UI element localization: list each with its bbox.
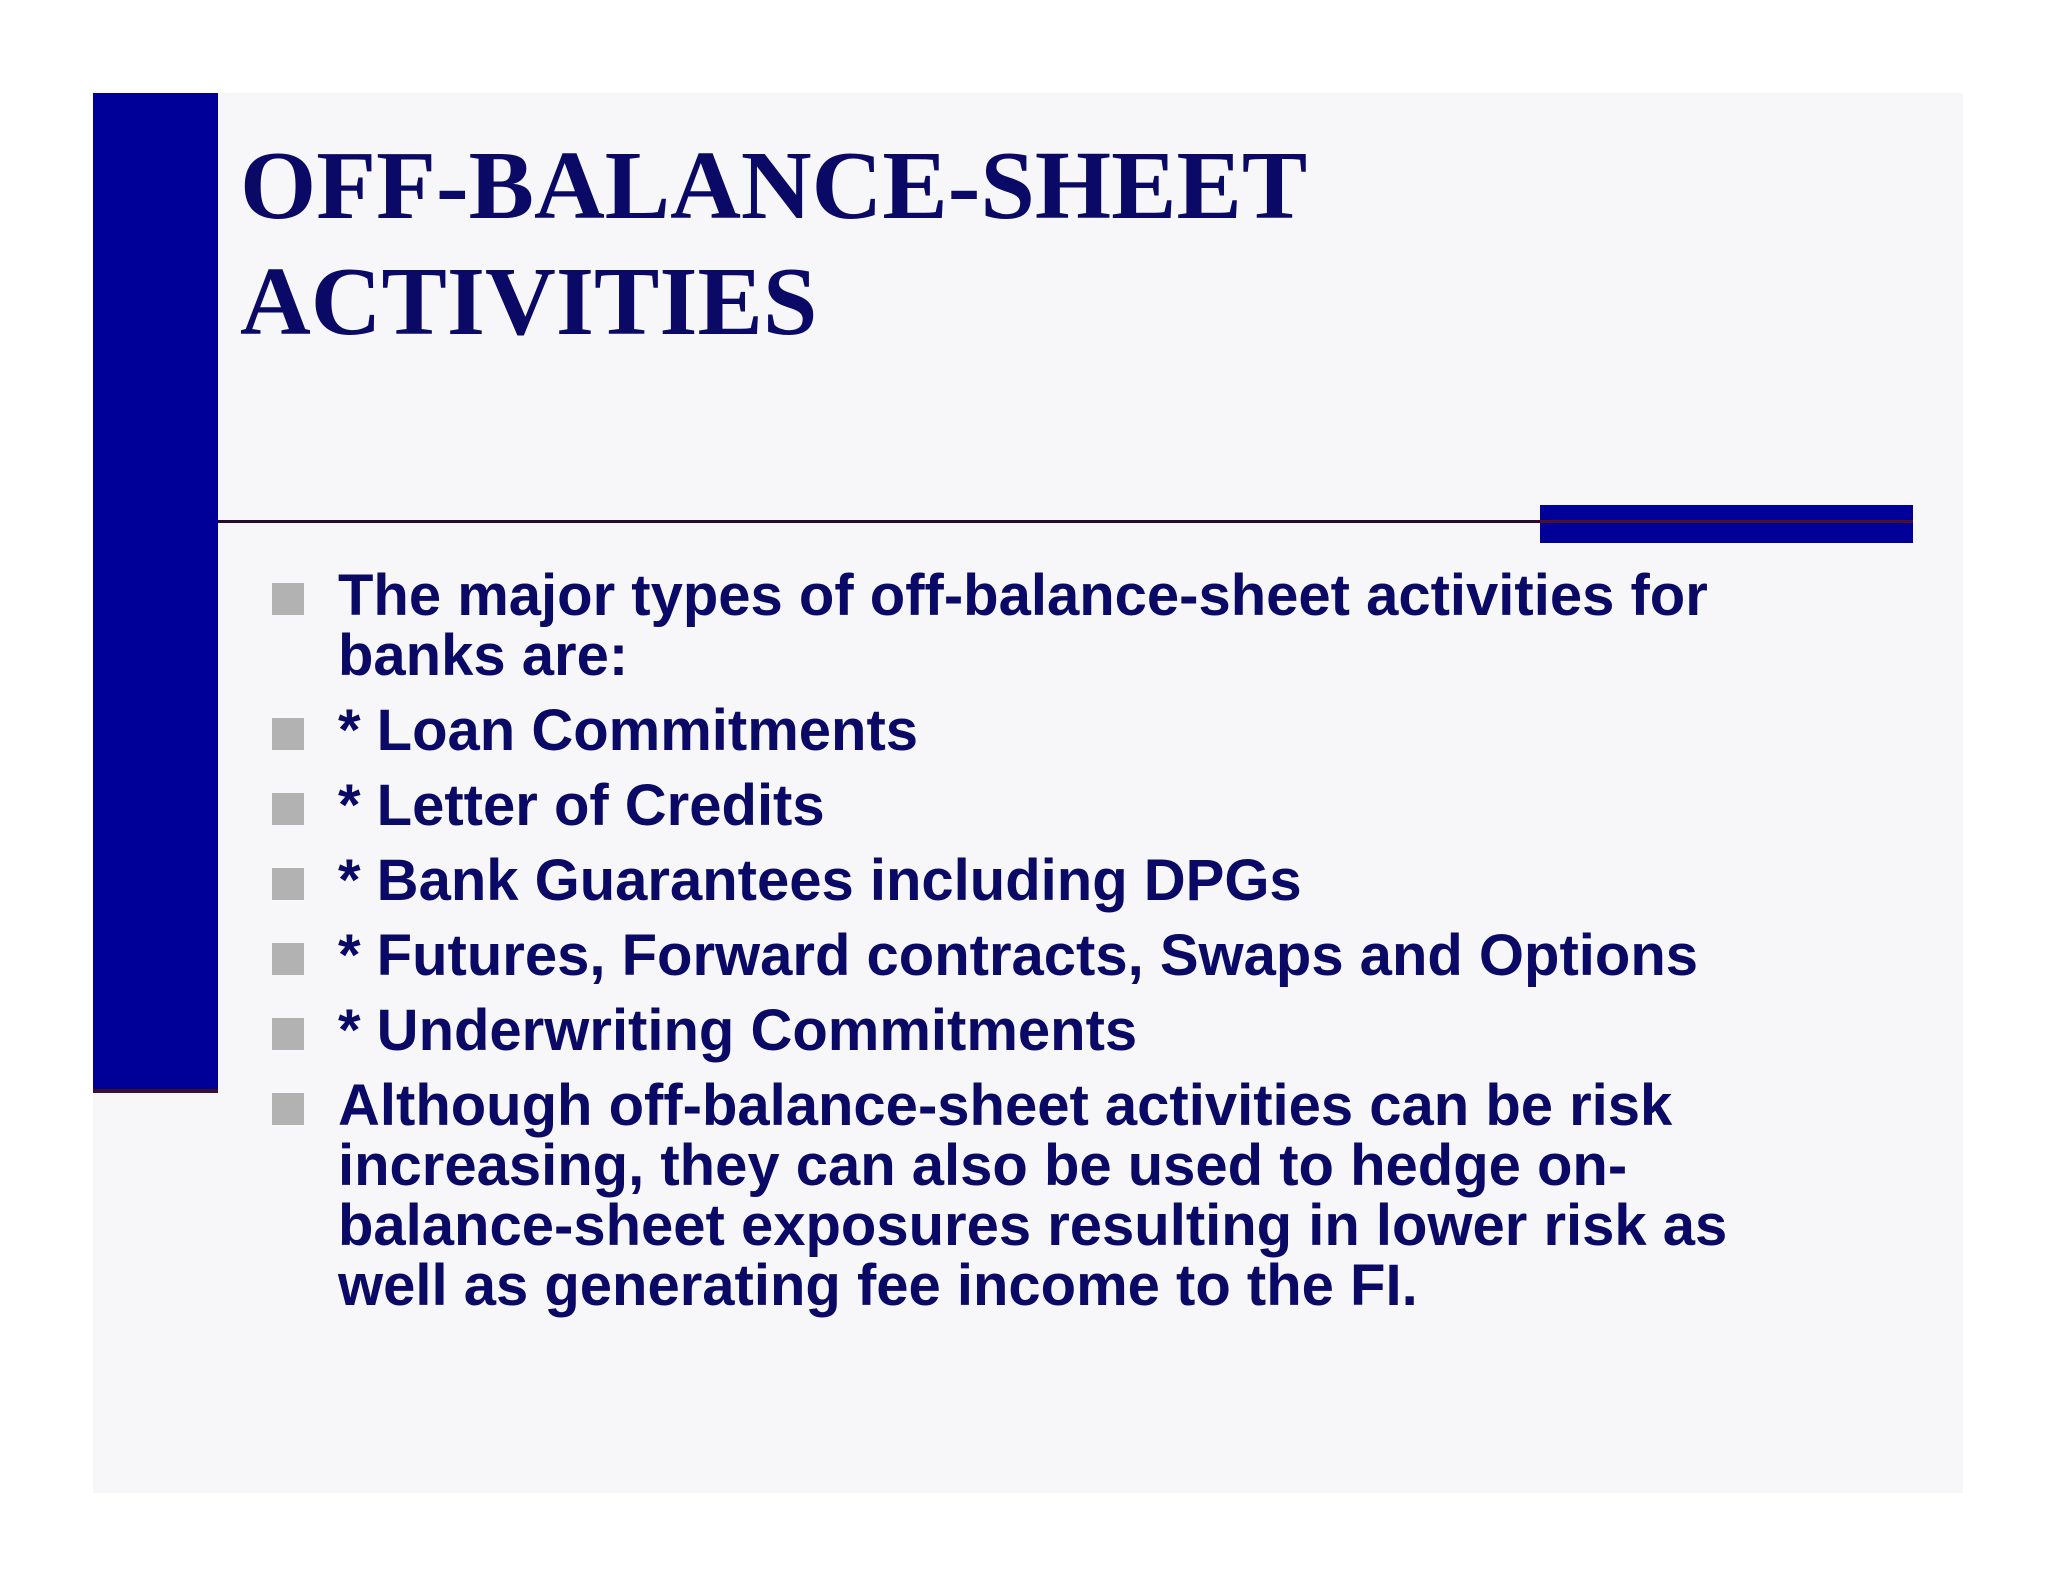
bullet-text-line: * Bank Guarantees including DPGs bbox=[338, 848, 1302, 913]
slide-title bbox=[240, 128, 1840, 360]
bullet-item bbox=[272, 848, 1872, 913]
square-bullet-icon bbox=[272, 868, 304, 900]
bullet-item bbox=[272, 923, 1872, 988]
bullet-text bbox=[338, 998, 1872, 1063]
square-bullet-icon bbox=[272, 793, 304, 825]
bullet-list bbox=[272, 563, 1872, 1331]
bullet-text bbox=[338, 563, 1872, 688]
bullet-text bbox=[338, 848, 1872, 913]
slide-title-line-1: OFF-BALANCE-SHEET bbox=[240, 132, 1308, 240]
bullet-text-line: banks are: bbox=[338, 623, 629, 688]
title-divider-accent-block bbox=[1540, 505, 1913, 543]
bullet-text-line: well as generating fee income to the FI. bbox=[338, 1253, 1418, 1318]
square-bullet-icon bbox=[272, 583, 304, 615]
bullet-text-line: balance-sheet exposures resulting in lower risk as bbox=[338, 1193, 1728, 1258]
square-bullet-icon bbox=[272, 943, 304, 975]
bullet-text bbox=[338, 923, 1872, 988]
bullet-text-line: Although off-balance-sheet activities can be risk bbox=[338, 1073, 1673, 1138]
square-bullet-icon bbox=[272, 1093, 304, 1125]
bullet-item bbox=[272, 698, 1872, 763]
bullet-item bbox=[272, 1073, 1872, 1318]
bullet-text-line: The major types of off-balance-sheet activities for bbox=[338, 563, 1708, 628]
bullet-item bbox=[272, 563, 1872, 688]
bullet-text bbox=[338, 1073, 1872, 1318]
square-bullet-icon bbox=[272, 718, 304, 750]
title-divider-accent-line bbox=[1540, 520, 1913, 523]
bullet-text-line: increasing, they can also be used to hedge on- bbox=[338, 1133, 1628, 1198]
bullet-item bbox=[272, 998, 1872, 1063]
bullet-text bbox=[338, 698, 1872, 763]
bullet-text-line: * Loan Commitments bbox=[338, 698, 919, 763]
square-bullet-icon bbox=[272, 1018, 304, 1050]
left-accent-bar bbox=[93, 93, 218, 1089]
bullet-text-line: * Underwriting Commitments bbox=[338, 998, 1138, 1063]
bullet-text-line: * Letter of Credits bbox=[338, 773, 825, 838]
slide-title-line-2: ACTIVITIES bbox=[240, 248, 818, 356]
bullet-text bbox=[338, 773, 1872, 838]
bullet-text-line: * Futures, Forward contracts, Swaps and Options bbox=[338, 923, 1698, 988]
bullet-item bbox=[272, 773, 1872, 838]
left-accent-bar-shadow bbox=[93, 1089, 218, 1093]
